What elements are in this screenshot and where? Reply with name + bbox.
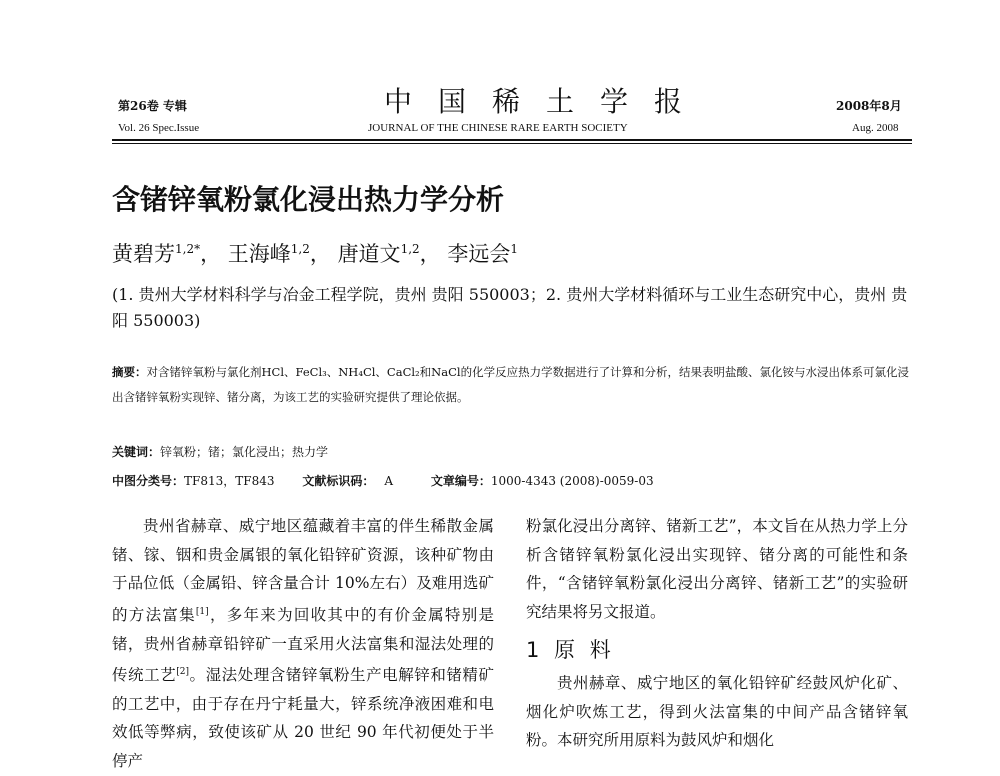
author-list: 黄碧芳$^{1,2*}$， 王海峰$^{1,2}$， 唐道文$^{1,2}$， 李远会$^1$ bbox=[112, 242, 518, 266]
affiliation: (1. 贵州大学材料科学与冶金工程学院，贵州 贵阳 550003；2. 贵州大学材料循环与工业生态研究中心，贵州 贵阳 550003) bbox=[112, 285, 908, 330]
body-column-right bbox=[526, 512, 908, 755]
author-affiliation-mark: 1,2* bbox=[175, 242, 201, 256]
body-paragraph: 贵州省赫章、威宁地区蕴藏着丰富的伴生稀散金属锗、镓、铟和贵金属银的氧化铅锌矿资源，该种矿物由于品位低（金属铅、锌含量合计 10%左右）及难用选矿的方法富集[1]，多年来为回收其中的有价金属特别是锗，贵州省赫章铅锌矿一直采用火法富集和湿法处理的传统工艺[2]。湿法处理含锗锌氧粉生产电解锌和锗精矿的工艺中，由于存在丹宁耗量大，锌系统净液困难和电效低等弊病，致使该矿从 20 世纪 90 年代初便处于半停产 bbox=[112, 517, 494, 771]
abstract-label: 摘要： bbox=[112, 365, 147, 379]
journal-title-en: JOURNAL OF THE CHINESE RARE EARTH SOCIETY bbox=[368, 122, 628, 134]
header-date-cn: 2008年8月 bbox=[836, 99, 902, 113]
body-paragraph: 粉氯化浸出分离锌、锗新工艺”，本文旨在从热力学上分析含锗锌氧粉氯化浸出实现锌、锗分离的可能性和条件，“含锗锌氧粉氯化浸出分离锌、锗新工艺”的实验研究结果将另文报道。 bbox=[526, 517, 908, 621]
header-rule-thick bbox=[112, 139, 912, 141]
doc-code-label: 文献标识码： bbox=[302, 474, 375, 488]
journal-title-cn: 中国稀土学报 bbox=[384, 85, 709, 118]
clc-label: 中图分类号： bbox=[112, 474, 185, 488]
section-heading: 1 原 料 bbox=[526, 638, 615, 663]
header-rule-thin bbox=[112, 143, 912, 144]
author-name: 王海峰 bbox=[227, 242, 291, 266]
keywords-line bbox=[112, 443, 328, 460]
clc-number: TF813，TF843 bbox=[184, 474, 275, 488]
author-name: 黄碧芳 bbox=[112, 242, 175, 266]
keywords-label: 关键词： bbox=[112, 445, 161, 459]
abstract-text: 对含锗锌氧粉与氯化剂HCl、FeCl₃、NH₄Cl、CaCl₂和NaCl的化学反应热力学数据进行了计算和分析，结果表明盐酸、氯化铵与水浸出体系可氯化浸出含锗锌氧粉实现锌、锗分离，为该工艺的实验研究提供了理论依据。 bbox=[112, 365, 910, 404]
doc-code: A bbox=[384, 474, 394, 488]
body-paragraph: 贵州赫章、威宁地区的氧化铅锌矿经鼓风炉化矿、烟化炉吹炼工艺，得到火法富集的中间产品含锗锌氧粉。本研究所用原料为鼓风炉和烟化 bbox=[526, 673, 908, 750]
abstract bbox=[112, 360, 912, 410]
header-volume-cn: 第26卷 专辑 bbox=[118, 99, 187, 113]
header-date-en: Aug. 2008 bbox=[852, 122, 899, 134]
author-affiliation-mark: 1,2 bbox=[290, 242, 310, 256]
keywords: 锌氧粉；锗；氯化浸出；热力学 bbox=[160, 445, 329, 459]
header-volume-en: Vol. 26 Spec.Issue bbox=[118, 122, 200, 134]
author-affiliation-mark: 1,2 bbox=[400, 242, 420, 256]
article-number-label: 文章编号： bbox=[430, 474, 491, 488]
article-number: 1000-4343 (2008)-0059-03 bbox=[490, 474, 654, 488]
citation-ref: [2] bbox=[176, 667, 189, 678]
body-column-left bbox=[112, 512, 494, 776]
citation-ref: [1] bbox=[195, 606, 209, 617]
author-affiliation-mark: 1 bbox=[510, 242, 518, 256]
author-name: 唐道文 bbox=[337, 242, 401, 266]
article-title: 含锗锌氧粉氯化浸出热力学分析 bbox=[112, 183, 505, 216]
author-name: 李远会 bbox=[447, 242, 511, 266]
classification-line bbox=[112, 472, 654, 489]
